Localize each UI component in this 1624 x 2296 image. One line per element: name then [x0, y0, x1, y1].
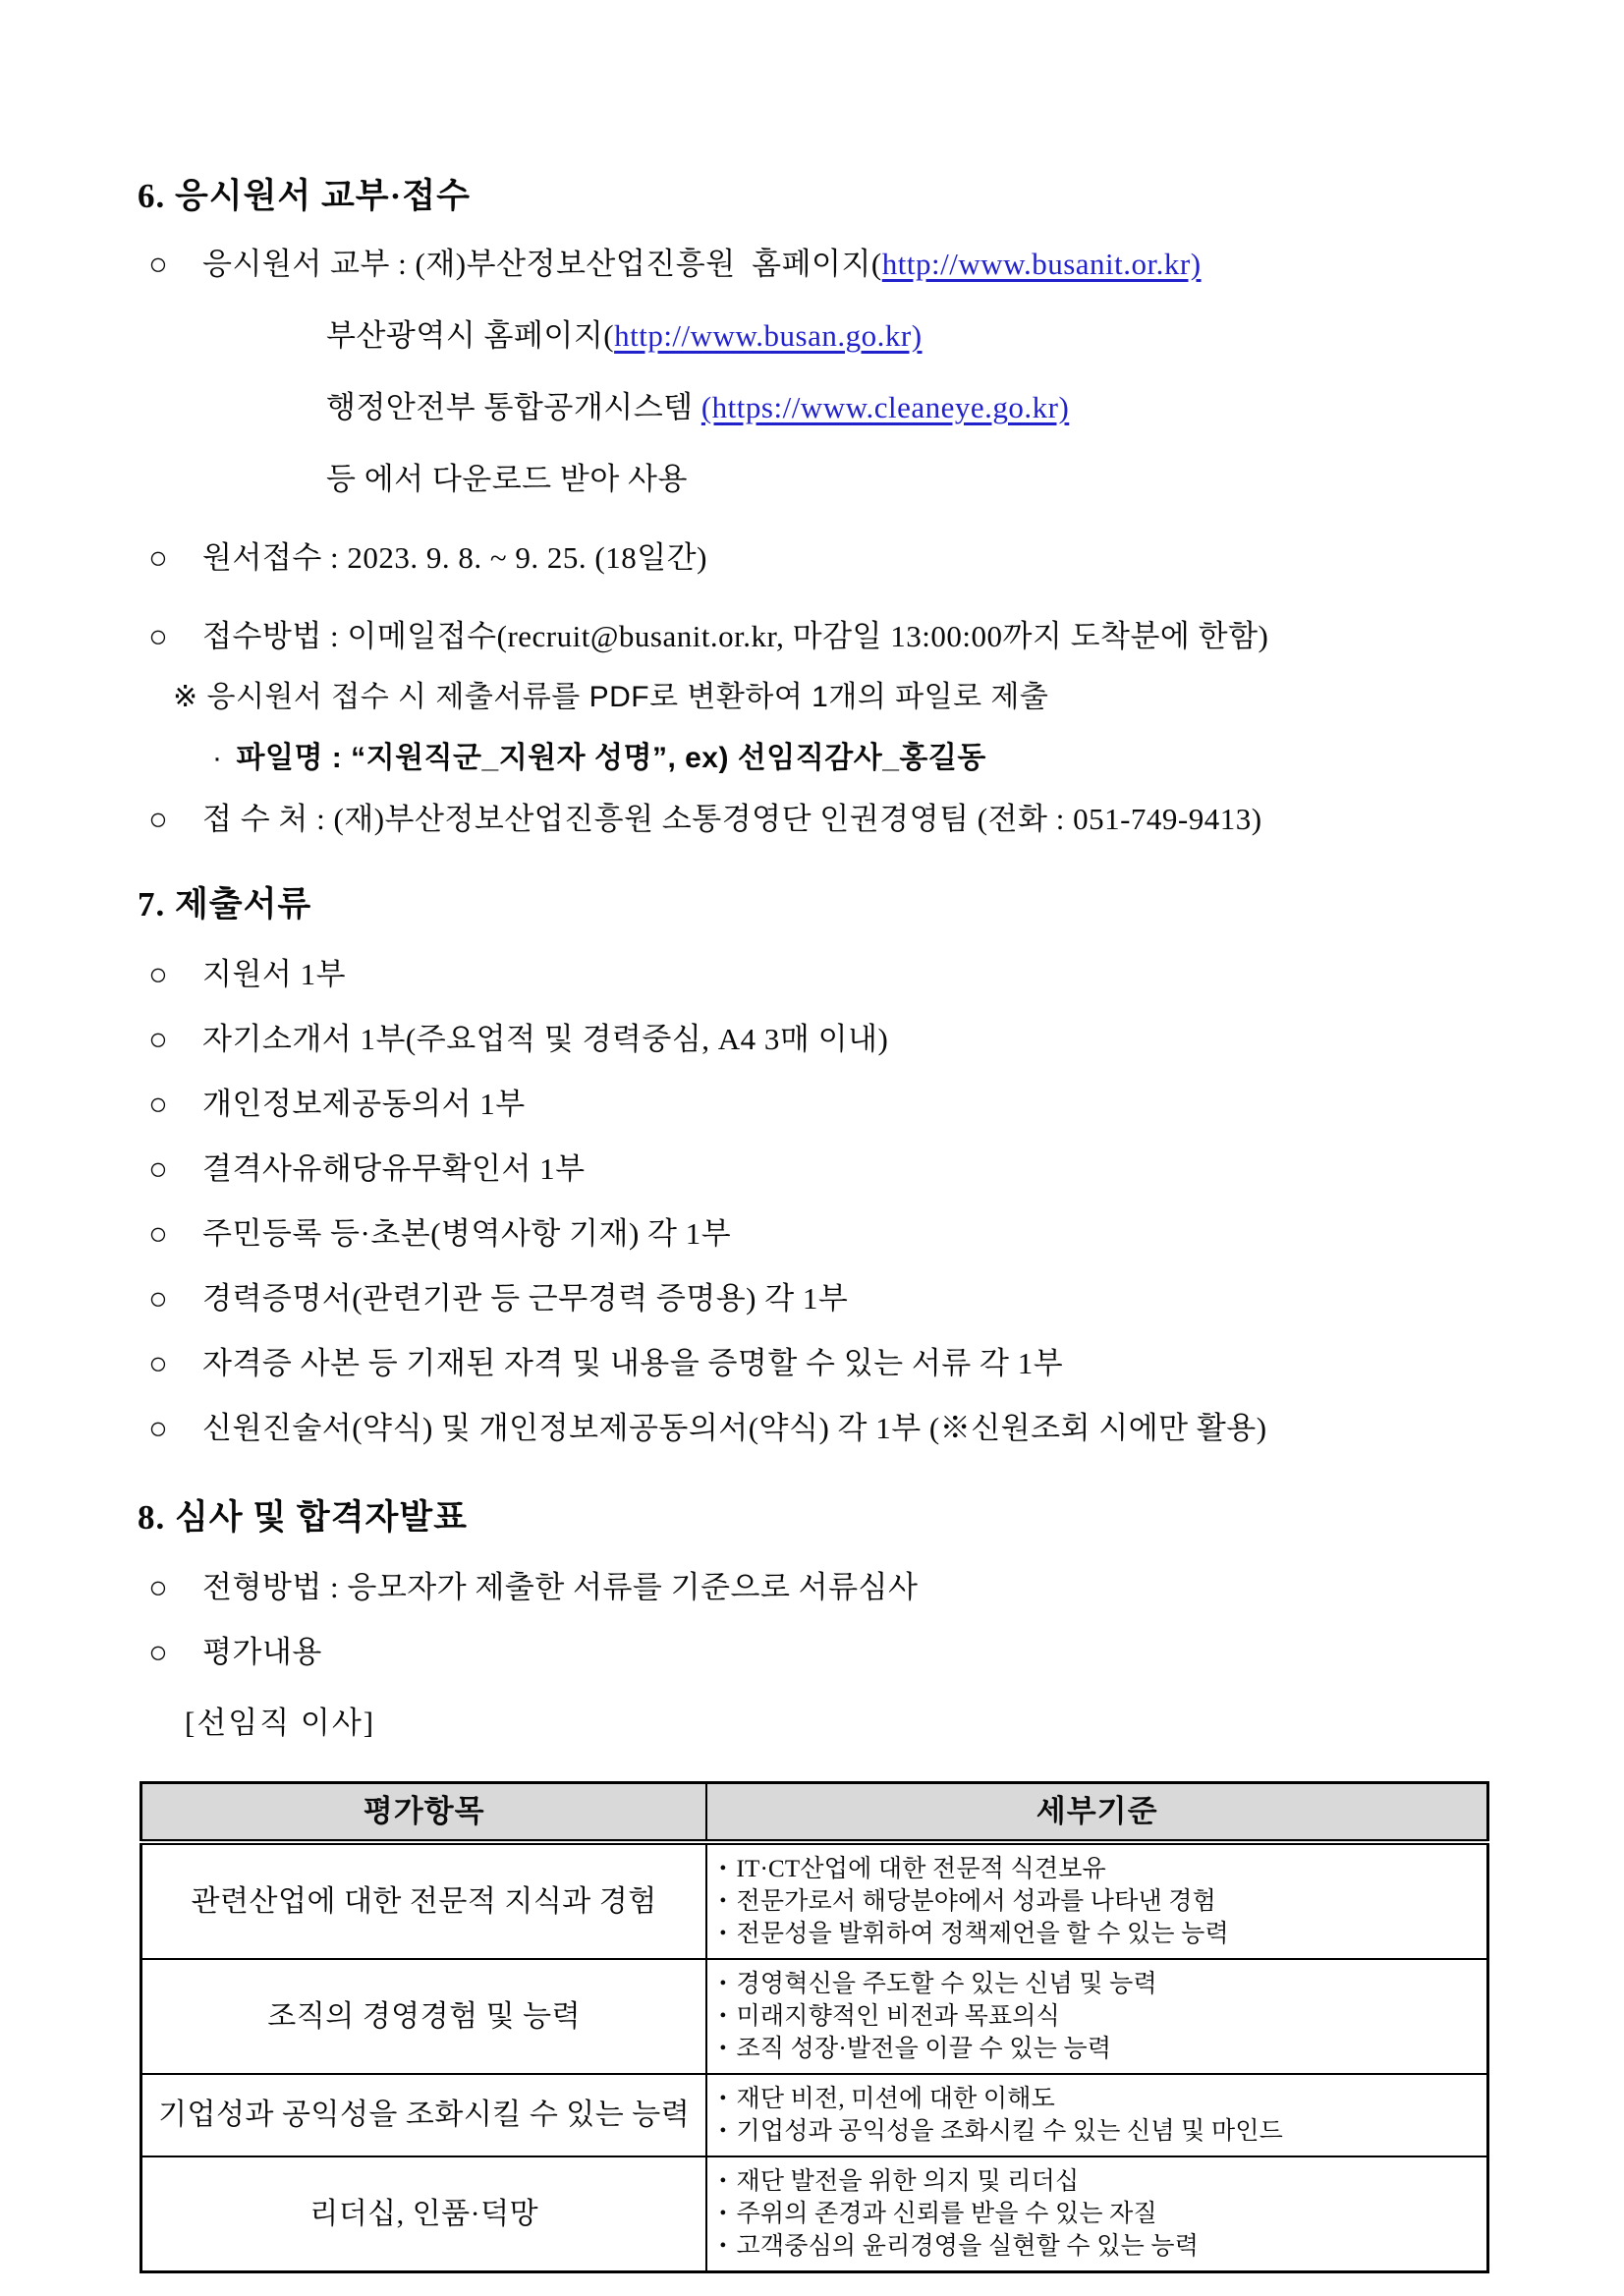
dot-bullet-icon: • [719, 2235, 727, 2257]
download-note-line [138, 461, 1498, 498]
dot-bullet-icon: • [719, 2170, 727, 2192]
evaluation-content-text: 평가내용 [202, 1635, 322, 1669]
eval-item-cell: 조직의 경영경험 및 능력 [141, 1959, 707, 2074]
submit-doc-text: 자격증 사본 등 기재된 자격 및 내용을 증명할 수 있는 서류 각 1부 [202, 1346, 1064, 1380]
submit-doc-text: 신원진술서(약식) 및 개인정보제공동의서(약식) 각 1부 (※신원조회 시에만 활용) [202, 1411, 1267, 1445]
criteria-line [719, 2165, 1481, 2198]
position-label [138, 1705, 1498, 1742]
download-note-text: 등 에서 다운로드 받아 사용 [326, 462, 688, 496]
circle-bullet-icon: ○ [148, 618, 169, 654]
section-6-heading: 6. 응시원서 교부·접수 [138, 177, 471, 215]
dot-bullet-icon: • [719, 2203, 727, 2224]
criteria-cell [706, 1959, 1487, 2074]
table-row [141, 1842, 1488, 1959]
pdf-note-text: 응시원서 접수 시 제출서류를 PDF로 변환하여 1개의 파일로 제출 [206, 681, 1049, 713]
circle-bullet-icon: ○ [148, 1280, 169, 1316]
evaluation-content-line [138, 1634, 1498, 1671]
filename-rule-text: 파일명 : “지원직군_지원자 성명”, ex) 선임직감사_홍길동 [236, 742, 986, 774]
table-row [141, 2074, 1488, 2156]
criteria-line [719, 2198, 1481, 2230]
submit-doc-text: 경력증명서(관련기관 등 근무경력 증명용) 각 1부 [202, 1281, 849, 1316]
column-header-criteria: 세부기준 [706, 1783, 1487, 1843]
criteria-text: 미래지향적인 비전과 목표의식 [736, 2003, 1060, 2030]
list-item [138, 1280, 1498, 1317]
position-label-text: [선임직 이사] [185, 1706, 376, 1740]
criteria-line [719, 1885, 1481, 1918]
criteria-line [719, 2083, 1481, 2115]
distribution-text: 응시원서 교부 : (재)부산정보산업진흥원 홈페이지( [202, 247, 882, 281]
eval-item-cell: 리더십, 인품·덕망 [141, 2156, 707, 2272]
circle-bullet-icon: ○ [148, 1345, 169, 1381]
evaluation-criteria-table [140, 1781, 1489, 2273]
list-item [138, 1021, 1498, 1058]
pdf-note-line [138, 679, 1498, 716]
list-item [138, 956, 1498, 993]
busan-homepage-text: 부산광역시 홈페이지( [326, 318, 615, 353]
circle-bullet-icon: ○ [148, 1215, 169, 1252]
criteria-text: 전문성을 발휘하여 정책제언을 할 수 있는 능력 [736, 1921, 1229, 1947]
circle-bullet-icon: ○ [148, 801, 169, 837]
circle-bullet-icon: ○ [148, 1150, 169, 1187]
section-8-heading: 8. 심사 및 합격자발표 [138, 1498, 468, 1537]
receive-office-text: 접 수 처 : (재)부산정보산업진흥원 소통경영단 인권경영팀 (전화 : 051-749-9413) [202, 802, 1262, 836]
criteria-text: IT·CT산업에 대한 전문적 식견보유 [736, 1856, 1106, 1882]
eval-item-cell: 기업성과 공익성을 조화시킬 수 있는 능력 [141, 2074, 707, 2156]
circle-bullet-icon: ○ [148, 956, 169, 992]
circle-bullet-icon: ○ [148, 1569, 169, 1605]
screening-method-text: 전형방법 : 응모자가 제출한 서류를 기준으로 서류심사 [202, 1570, 919, 1604]
dot-bullet-icon: · [212, 742, 223, 774]
criteria-text: 재단 비전, 미션에 대한 이해도 [736, 2086, 1055, 2112]
table-header-row [141, 1783, 1488, 1843]
circle-bullet-icon: ○ [148, 539, 169, 576]
criteria-line [719, 2115, 1481, 2148]
list-item [138, 1215, 1498, 1253]
eval-item-cell: 관련산업에 대한 전문적 지식과 경험 [141, 1842, 707, 1959]
criteria-text: 고객중심의 윤리경영을 실현할 수 있는 능력 [736, 2233, 1200, 2260]
dot-bullet-icon: • [719, 2038, 727, 2059]
criteria-text: 기업성과 공익성을 조화시킬 수 있는 신념 및 마인드 [736, 2118, 1284, 2145]
cleaneye-system-line [138, 389, 1498, 426]
criteria-line [719, 2230, 1481, 2263]
dot-bullet-icon: • [719, 2005, 727, 2027]
criteria-line [719, 1968, 1481, 2000]
criteria-line [719, 1918, 1481, 1950]
criteria-text: 전문가로서 해당분야에서 성과를 나타낸 경험 [736, 1888, 1216, 1915]
cleaneye-system-text: 행정안전부 통합공개시스템 [326, 390, 701, 424]
section-7-heading: 7. 제출서류 [138, 885, 312, 924]
receive-period-text: 원서접수 : 2023. 9. 8. ~ 9. 25. (18일간) [202, 540, 707, 575]
column-header-eval-item: 평가항목 [141, 1783, 707, 1843]
dot-bullet-icon: • [719, 2120, 727, 2142]
submit-doc-text: 주민등록 등·초본(병역사항 기재) 각 1부 [202, 1216, 732, 1251]
dot-bullet-icon: • [719, 2088, 727, 2109]
table-row [141, 2156, 1488, 2272]
submit-doc-text: 개인정보제공동의서 1부 [202, 1087, 526, 1121]
criteria-line [719, 2033, 1481, 2065]
list-item [138, 1345, 1498, 1382]
dot-bullet-icon: • [719, 1923, 727, 1944]
list-item [138, 1086, 1498, 1123]
circle-bullet-icon: ○ [148, 1634, 169, 1670]
screening-method-line [138, 1569, 1498, 1606]
cleaneye-link[interactable]: (https://www.cleaneye.go.kr) [700, 390, 1070, 424]
reference-mark-icon: ※ [173, 681, 198, 713]
circle-bullet-icon: ○ [148, 1086, 169, 1122]
receive-period-line [138, 539, 1498, 577]
dot-bullet-icon: • [719, 1890, 727, 1912]
circle-bullet-icon: ○ [148, 1410, 169, 1446]
busan-homepage-line [138, 317, 1498, 355]
criteria-text: 주위의 존경과 신뢰를 받을 수 있는 자질 [736, 2201, 1157, 2227]
criteria-text: 조직 성장·발전을 이끌 수 있는 능력 [736, 2036, 1112, 2062]
dot-bullet-icon: • [719, 1858, 727, 1879]
criteria-cell [706, 2074, 1487, 2156]
circle-bullet-icon: ○ [148, 246, 169, 282]
criteria-cell [706, 1842, 1487, 1959]
application-distribution-line [138, 246, 1498, 283]
busan-homepage-link[interactable]: http://www.busan.go.kr) [614, 318, 923, 353]
criteria-cell [706, 2156, 1487, 2272]
circle-bullet-icon: ○ [148, 1021, 169, 1057]
criteria-text: 재단 발전을 위한 의지 및 리더십 [736, 2168, 1080, 2195]
receive-method-line [138, 618, 1498, 655]
list-item [138, 1410, 1498, 1447]
dot-bullet-icon: • [719, 1973, 727, 1994]
submit-doc-text: 결격사유해당유무확인서 1부 [202, 1151, 586, 1186]
busanit-homepage-link[interactable]: http://www.busanit.or.kr) [881, 247, 1202, 281]
submit-doc-text: 자기소개서 1부(주요업적 및 경력중심, A4 3매 이내) [202, 1022, 889, 1056]
list-item [138, 1150, 1498, 1188]
criteria-line [719, 2000, 1481, 2033]
criteria-text: 경영혁신을 주도할 수 있는 신념 및 능력 [736, 1971, 1157, 1997]
receive-method-text: 접수방법 : 이메일접수(recruit@busanit.or.kr, 마감일 13:00:00까지 도착분에 한함) [202, 619, 1269, 653]
table-row [141, 1959, 1488, 2074]
receive-office-line [138, 801, 1498, 838]
criteria-line [719, 1853, 1481, 1885]
submit-doc-text: 지원서 1부 [202, 957, 347, 991]
filename-rule-line [138, 740, 1498, 777]
